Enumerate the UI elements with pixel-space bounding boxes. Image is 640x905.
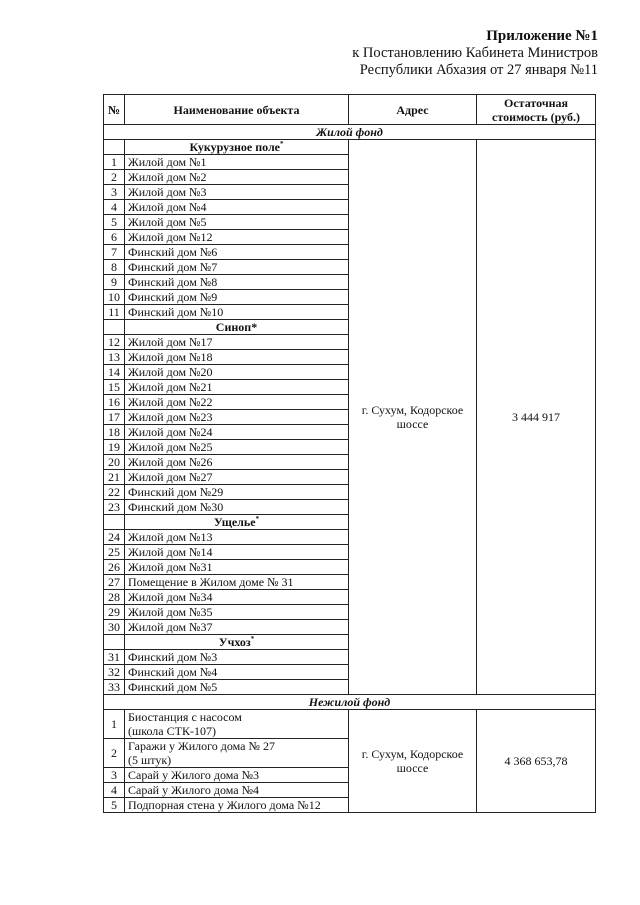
row-number: 4	[104, 200, 125, 215]
row-number: 22	[104, 485, 125, 500]
object-name: Жилой дом №24	[125, 425, 349, 440]
group-title: Кукурузное поле*	[125, 140, 349, 155]
row-number: 18	[104, 425, 125, 440]
row-number: 17	[104, 410, 125, 425]
row-number: 2	[104, 739, 125, 768]
row-number: 7	[104, 245, 125, 260]
object-name: Финский дом №30	[125, 500, 349, 515]
row-number: 6	[104, 230, 125, 245]
row-number: 19	[104, 440, 125, 455]
object-name: Жилой дом №27	[125, 470, 349, 485]
object-name: Помещение в Жилом доме № 31	[125, 575, 349, 590]
col-header-name: Наименование объекта	[125, 95, 349, 125]
row-number: 25	[104, 545, 125, 560]
object-name: Жилой дом №20	[125, 365, 349, 380]
group-empty-cell	[104, 140, 125, 155]
row-number: 13	[104, 350, 125, 365]
object-name: Финский дом №29	[125, 485, 349, 500]
object-name: Жилой дом №4	[125, 200, 349, 215]
object-name: Жилой дом №22	[125, 395, 349, 410]
row-number: 29	[104, 605, 125, 620]
object-name: Жилой дом №34	[125, 590, 349, 605]
row-number: 5	[104, 798, 125, 813]
object-name: Гаражи у Жилого дома № 27 (5 штук)	[125, 739, 349, 768]
section-row	[104, 695, 596, 710]
document-header	[352, 28, 598, 79]
row-number: 16	[104, 395, 125, 410]
row-number: 24	[104, 530, 125, 545]
group-title: Ущелье*	[125, 515, 349, 530]
row-number: 2	[104, 170, 125, 185]
object-name: Финский дом №8	[125, 275, 349, 290]
object-name: Сарай у Жилого дома №3	[125, 768, 349, 783]
object-name: Жилой дом №17	[125, 335, 349, 350]
col-header-address: Адрес	[349, 95, 477, 125]
row-number: 10	[104, 290, 125, 305]
section-row	[104, 125, 596, 140]
object-name: Жилой дом №12	[125, 230, 349, 245]
object-name: Жилой дом №2	[125, 170, 349, 185]
object-name: Жилой дом №13	[125, 530, 349, 545]
row-number: 1	[104, 710, 125, 739]
object-name: Жилой дом №35	[125, 605, 349, 620]
object-name: Подпорная стена у Жилого дома №12	[125, 798, 349, 813]
row-number: 30	[104, 620, 125, 635]
object-name: Жилой дом №25	[125, 440, 349, 455]
table-row	[104, 710, 596, 739]
group-row	[104, 140, 596, 155]
row-number: 15	[104, 380, 125, 395]
row-number: 26	[104, 560, 125, 575]
object-name: Финский дом №7	[125, 260, 349, 275]
object-name: Жилой дом №26	[125, 455, 349, 470]
col-header-cost: Остаточная стоимость (руб.)	[477, 95, 596, 125]
row-number: 31	[104, 650, 125, 665]
footnote-mark: *	[250, 635, 255, 643]
property-table	[103, 94, 596, 813]
row-number: 21	[104, 470, 125, 485]
object-name: Жилой дом №23	[125, 410, 349, 425]
object-name: Жилой дом №21	[125, 380, 349, 395]
group-empty-cell	[104, 515, 125, 530]
footnote-mark: *	[280, 140, 284, 148]
row-number: 32	[104, 665, 125, 680]
merged-address: г. Сухум, Кодорское шоссе	[349, 140, 477, 695]
object-name: Жилой дом №1	[125, 155, 349, 170]
object-name: Финский дом №5	[125, 680, 349, 695]
row-number: 11	[104, 305, 125, 320]
row-number: 3	[104, 768, 125, 783]
group-title: Учхоз*	[125, 635, 349, 650]
object-name: Жилой дом №14	[125, 545, 349, 560]
group-empty-cell	[104, 320, 125, 335]
row-number: 12	[104, 335, 125, 350]
object-name: Сарай у Жилого дома №4	[125, 783, 349, 798]
object-name: Биостанция с насосом (школа СТК-107)	[125, 710, 349, 739]
row-number: 8	[104, 260, 125, 275]
row-number: 28	[104, 590, 125, 605]
header-line-1: к Постановлению Кабинета Министров	[352, 45, 598, 61]
object-name: Жилой дом №5	[125, 215, 349, 230]
object-name: Финский дом №3	[125, 650, 349, 665]
group-title: Синоп*	[125, 320, 349, 335]
appendix-title: Приложение №1	[486, 28, 598, 44]
object-name: Финский дом №9	[125, 290, 349, 305]
row-number: 4	[104, 783, 125, 798]
row-number: 3	[104, 185, 125, 200]
row-number: 33	[104, 680, 125, 695]
row-number: 1	[104, 155, 125, 170]
object-name: Жилой дом №3	[125, 185, 349, 200]
table-body	[104, 125, 596, 813]
row-number: 20	[104, 455, 125, 470]
col-header-number: №	[104, 95, 125, 125]
object-name: Финский дом №4	[125, 665, 349, 680]
row-number: 5	[104, 215, 125, 230]
header-line-2: Республики Абхазия от 27 января №11	[359, 62, 598, 78]
row-number: 14	[104, 365, 125, 380]
object-name: Жилой дом №37	[125, 620, 349, 635]
merged-cost: 3 444 917	[477, 140, 596, 695]
section-title: Нежилой фонд	[104, 695, 596, 710]
section-title: Жилой фонд	[104, 125, 596, 140]
row-number: 9	[104, 275, 125, 290]
row-number: 27	[104, 575, 125, 590]
object-name: Жилой дом №18	[125, 350, 349, 365]
merged-cost: 4 368 653,78	[477, 710, 596, 813]
merged-address: г. Сухум, Кодорское шоссе	[349, 710, 477, 813]
object-name: Финский дом №6	[125, 245, 349, 260]
row-number: 23	[104, 500, 125, 515]
object-name: Финский дом №10	[125, 305, 349, 320]
object-name: Жилой дом №31	[125, 560, 349, 575]
footnote-mark: *	[255, 515, 260, 523]
group-empty-cell	[104, 635, 125, 650]
